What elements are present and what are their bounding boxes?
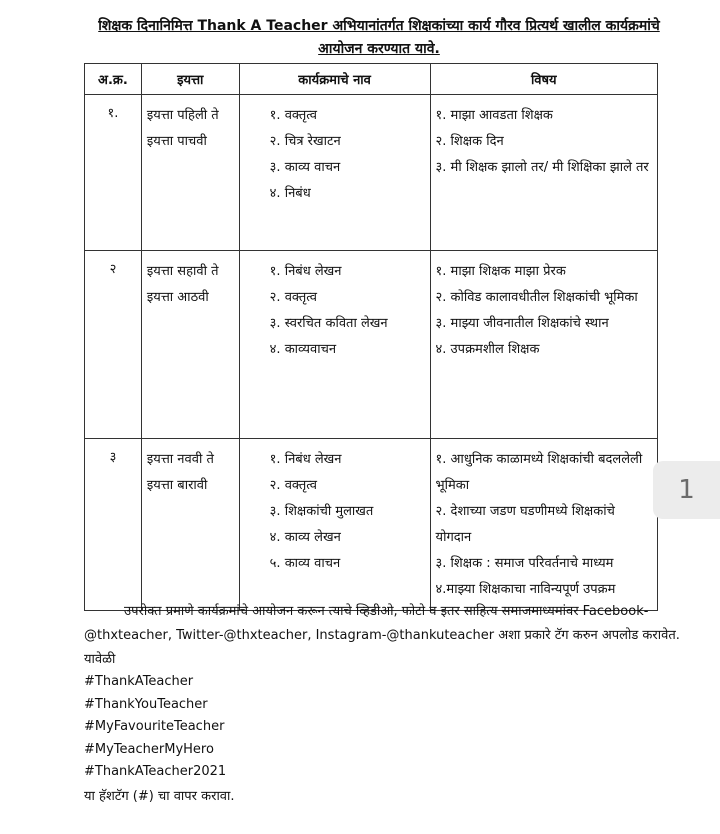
- program-item: ५. काव्य वाचन: [269, 556, 341, 571]
- topic-item: १. आधुनिक काळामध्ये शिक्षकांची बदललेली भूमिका: [435, 452, 643, 493]
- hashtag-item: #ThankYouTeacher: [84, 696, 208, 712]
- header-standard: इयत्ता: [141, 64, 239, 95]
- topic-item: ३. शिक्षक : समाज परिवर्तनाचे माध्यम: [435, 556, 614, 571]
- topic-item: १. माझा शिक्षक माझा प्रेरक: [435, 264, 566, 279]
- program-table: [84, 63, 658, 611]
- instruction-text: उपरोक्त प्रमाणे कार्यक्रमांचे आयोजन करून त्याचे व्हिडीओ, फोटो व इतर साहित्य समाजमाध्यमांवर Facebook- @thxteacher, Twitter-@thxteacher, Instagram-@thankuteacher अशा प्रकारे टॅग करुन अपलोड करावेत. यावेळी: [84, 604, 680, 667]
- row-serial: २: [85, 251, 142, 439]
- page-number-badge[interactable]: 1: [653, 461, 720, 519]
- program-item: २. वक्तृत्व: [269, 290, 317, 305]
- header-serial: अ.क्र.: [85, 64, 142, 95]
- topic-item: २. शिक्षक दिन: [435, 134, 504, 149]
- program-item: ३. काव्य वाचन: [269, 160, 341, 175]
- program-item: २. वक्तृत्व: [269, 478, 317, 493]
- row-programs: [239, 439, 430, 611]
- row-standard: इयत्ता पहिली ते इयत्ता पाचवी: [141, 95, 239, 251]
- hashtag-item: #MyTeacherMyHero: [84, 741, 214, 757]
- hashtag-item: #ThankATeacher2021: [84, 764, 227, 780]
- row-standard: इयत्ता सहावी ते इयत्ता आठवी: [141, 251, 239, 439]
- row-standard: इयत्ता नववी ते इयत्ता बारावी: [141, 439, 239, 611]
- topic-item: ४. उपक्रमशील शिक्षक: [435, 342, 540, 357]
- row-serial: १.: [85, 95, 142, 251]
- program-item: २. चित्र रेखाटन: [269, 134, 341, 149]
- header-program-name: कार्यक्रमाचे नाव: [239, 64, 430, 95]
- table-row: [85, 95, 658, 251]
- topic-item: २. कोविड कालावधीतील शिक्षकांची भूमिका: [435, 290, 638, 305]
- topic-item: २. देशाच्या जडण घडणीमध्ये शिक्षकांचे योगदान: [435, 504, 615, 545]
- row-programs: [239, 95, 430, 251]
- hashtag-list: [84, 671, 226, 784]
- row-topics: [430, 251, 657, 439]
- table-row: [85, 251, 658, 439]
- program-item: १. निबंध लेखन: [269, 264, 342, 279]
- closing-line: या हॅशटॅग (#) चा वापर करावा.: [84, 789, 235, 804]
- program-item: ४. निबंध: [269, 186, 311, 201]
- hashtag-item: #MyFavouriteTeacher: [84, 719, 225, 735]
- table-row: [85, 439, 658, 611]
- program-item: ३. स्वरचित कविता लेखन: [269, 316, 388, 331]
- hashtag-item: #ThankATeacher: [84, 674, 194, 689]
- row-serial: ३: [85, 439, 142, 611]
- row-topics: [430, 439, 657, 611]
- document-heading: शिक्षक दिनानिमित्त Thank A Teacher अभियानांतर्गत शिक्षकांच्या कार्य गौरव प्रित्यर्थ खालील कार्यक्रमांचे आयोजन करण्यात यावे.: [98, 18, 660, 57]
- topic-item: ३. माझ्या जीवनातील शिक्षकांचे स्थान: [435, 316, 609, 331]
- header-topic: विषय: [430, 64, 657, 95]
- instruction-paragraph: [84, 600, 684, 672]
- program-item: १. वक्तृत्व: [269, 108, 317, 123]
- program-item: १. निबंध लेखन: [269, 452, 342, 467]
- table-header-row: [85, 64, 658, 95]
- program-item: ४. काव्यवाचन: [269, 342, 337, 357]
- topic-item: ४.माझ्या शिक्षकाचा नाविन्यपूर्ण उपक्रम: [435, 582, 616, 597]
- topic-item: ३. मी शिक्षक झालो तर/ मी शिक्षिका झाले तर: [435, 160, 649, 175]
- program-item: ३. शिक्षकांची मुलाखत: [269, 504, 374, 519]
- program-item: ४. काव्य लेखन: [269, 530, 341, 545]
- topic-item: १. माझा आवडता शिक्षक: [435, 108, 553, 123]
- row-topics: [430, 95, 657, 251]
- row-programs: [239, 251, 430, 439]
